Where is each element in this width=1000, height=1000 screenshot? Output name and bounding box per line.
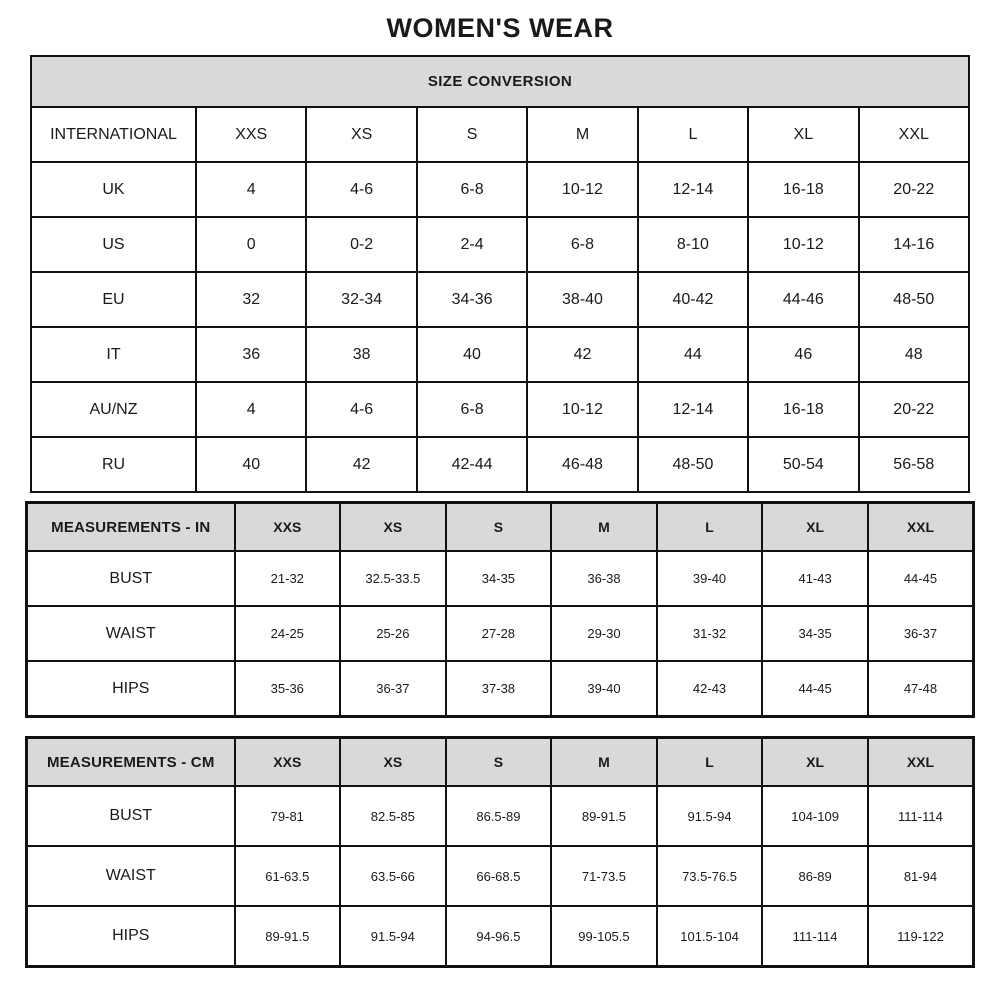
size-value: 12-14 [638,162,748,217]
size-value: 40 [417,327,527,382]
measure-value: 42-43 [657,661,763,717]
measure-value: 61-63.5 [235,846,341,906]
measure-value: 91.5-94 [657,786,763,846]
size-value: 20-22 [859,162,969,217]
measure-value: 36-38 [551,551,657,606]
size-value: 42-44 [417,437,527,492]
measure-value: 21-32 [235,551,341,606]
column-header-s: S [446,738,552,787]
size-value: 48-50 [859,272,969,327]
row-label: RU [31,437,196,492]
row-label: WAIST [27,846,235,906]
size-value: 10-12 [748,217,858,272]
size-value: 16-18 [748,382,858,437]
size-conversion-title: SIZE CONVERSION [31,56,969,107]
page-title: WOMEN'S WEAR [386,13,614,43]
measure-value: 36-37 [868,606,974,661]
size-value: 36 [196,327,306,382]
measure-value: 34-35 [446,551,552,606]
measure-value: 35-36 [235,661,341,717]
row-label: EU [31,272,196,327]
size-value: 10-12 [527,162,637,217]
row-label: UK [31,162,196,217]
row-bust-cm [27,786,974,846]
row-waist-in [27,606,974,661]
table-header-row [31,56,969,107]
measure-value: 34-35 [762,606,868,661]
size-value: 0-2 [306,217,416,272]
row-label: BUST [27,551,235,606]
size-value: 16-18 [748,162,858,217]
measure-value: 73.5-76.5 [657,846,763,906]
row-label: HIPS [27,906,235,967]
size-value: 32-34 [306,272,416,327]
row-label: US [31,217,196,272]
measure-value: 104-109 [762,786,868,846]
size-value: 32 [196,272,306,327]
row-aunz [31,382,969,437]
measure-value: 41-43 [762,551,868,606]
column-header-xxs: XXS [235,503,341,552]
size-value: 38 [306,327,416,382]
measure-value: 89-91.5 [235,906,341,967]
measure-value: 79-81 [235,786,341,846]
size-columns-row [31,107,969,162]
size-value: 46 [748,327,858,382]
column-header-s: S [417,107,527,162]
measure-value: 89-91.5 [551,786,657,846]
measurements-in-title: MEASUREMENTS - IN [27,503,235,552]
size-value: 44-46 [748,272,858,327]
measure-value: 111-114 [868,786,974,846]
column-header-l: L [657,738,763,787]
measure-value: 31-32 [657,606,763,661]
row-label: WAIST [27,606,235,661]
row-label: HIPS [27,661,235,717]
measure-value: 66-68.5 [446,846,552,906]
size-conversion-table [30,55,970,493]
measure-value: 119-122 [868,906,974,967]
row-us [31,217,969,272]
column-header-xxs: XXS [235,738,341,787]
measurements-cm-table [25,736,975,968]
measure-value: 101.5-104 [657,906,763,967]
column-header-m: M [551,738,657,787]
size-value: 12-14 [638,382,748,437]
size-value: 56-58 [859,437,969,492]
measure-value: 27-28 [446,606,552,661]
size-value: 4 [196,382,306,437]
measure-value: 86-89 [762,846,868,906]
measure-value: 99-105.5 [551,906,657,967]
size-value: 10-12 [527,382,637,437]
column-header-xxl: XXL [859,107,969,162]
size-value: 4 [196,162,306,217]
measure-value: 86.5-89 [446,786,552,846]
size-value: 4-6 [306,382,416,437]
column-header-xxs: XXS [196,107,306,162]
size-value: 42 [527,327,637,382]
measure-value: 39-40 [657,551,763,606]
measure-value: 44-45 [762,661,868,717]
measure-value: 29-30 [551,606,657,661]
size-value: 38-40 [527,272,637,327]
size-value: 14-16 [859,217,969,272]
size-value: 34-36 [417,272,527,327]
row-it [31,327,969,382]
size-value: 48 [859,327,969,382]
row-waist-cm [27,846,974,906]
column-header-m: M [551,503,657,552]
measure-value: 94-96.5 [446,906,552,967]
row-label: AU/NZ [31,382,196,437]
measure-value: 71-73.5 [551,846,657,906]
row-ru [31,437,969,492]
measure-value: 36-37 [340,661,446,717]
measure-value: 47-48 [868,661,974,717]
size-value: 4-6 [306,162,416,217]
table-header-row [27,503,974,552]
column-header-xl: XL [762,738,868,787]
column-header-xl: XL [748,107,858,162]
row-uk [31,162,969,217]
size-value: 2-4 [417,217,527,272]
size-value: 44 [638,327,748,382]
row-hips-in [27,661,974,717]
size-value: 46-48 [527,437,637,492]
size-value: 40-42 [638,272,748,327]
row-label: IT [31,327,196,382]
measure-value: 32.5-33.5 [340,551,446,606]
column-header-xxl: XXL [868,503,974,552]
measure-value: 37-38 [446,661,552,717]
column-header-international: INTERNATIONAL [31,107,196,162]
measure-value: 82.5-85 [340,786,446,846]
size-value: 40 [196,437,306,492]
table-header-row [27,738,974,787]
measurements-in-table [25,501,975,718]
size-value: 6-8 [417,162,527,217]
measure-value: 44-45 [868,551,974,606]
row-eu [31,272,969,327]
column-header-m: M [527,107,637,162]
size-value: 6-8 [527,217,637,272]
column-header-s: S [446,503,552,552]
column-header-xs: XS [340,503,446,552]
measure-value: 39-40 [551,661,657,717]
measure-value: 111-114 [762,906,868,967]
measurements-cm-title: MEASUREMENTS - CM [27,738,235,787]
measure-value: 81-94 [868,846,974,906]
measure-value: 25-26 [340,606,446,661]
measure-value: 63.5-66 [340,846,446,906]
size-value: 6-8 [417,382,527,437]
measure-value: 24-25 [235,606,341,661]
column-header-xs: XS [306,107,416,162]
column-header-xl: XL [762,503,868,552]
column-header-l: L [657,503,763,552]
row-hips-cm [27,906,974,967]
column-header-l: L [638,107,748,162]
measure-value: 91.5-94 [340,906,446,967]
size-value: 20-22 [859,382,969,437]
size-value: 42 [306,437,416,492]
size-value: 50-54 [748,437,858,492]
column-header-xs: XS [340,738,446,787]
row-bust-in [27,551,974,606]
size-value: 8-10 [638,217,748,272]
column-header-xxl: XXL [868,738,974,787]
row-label: BUST [27,786,235,846]
size-value: 0 [196,217,306,272]
size-value: 48-50 [638,437,748,492]
